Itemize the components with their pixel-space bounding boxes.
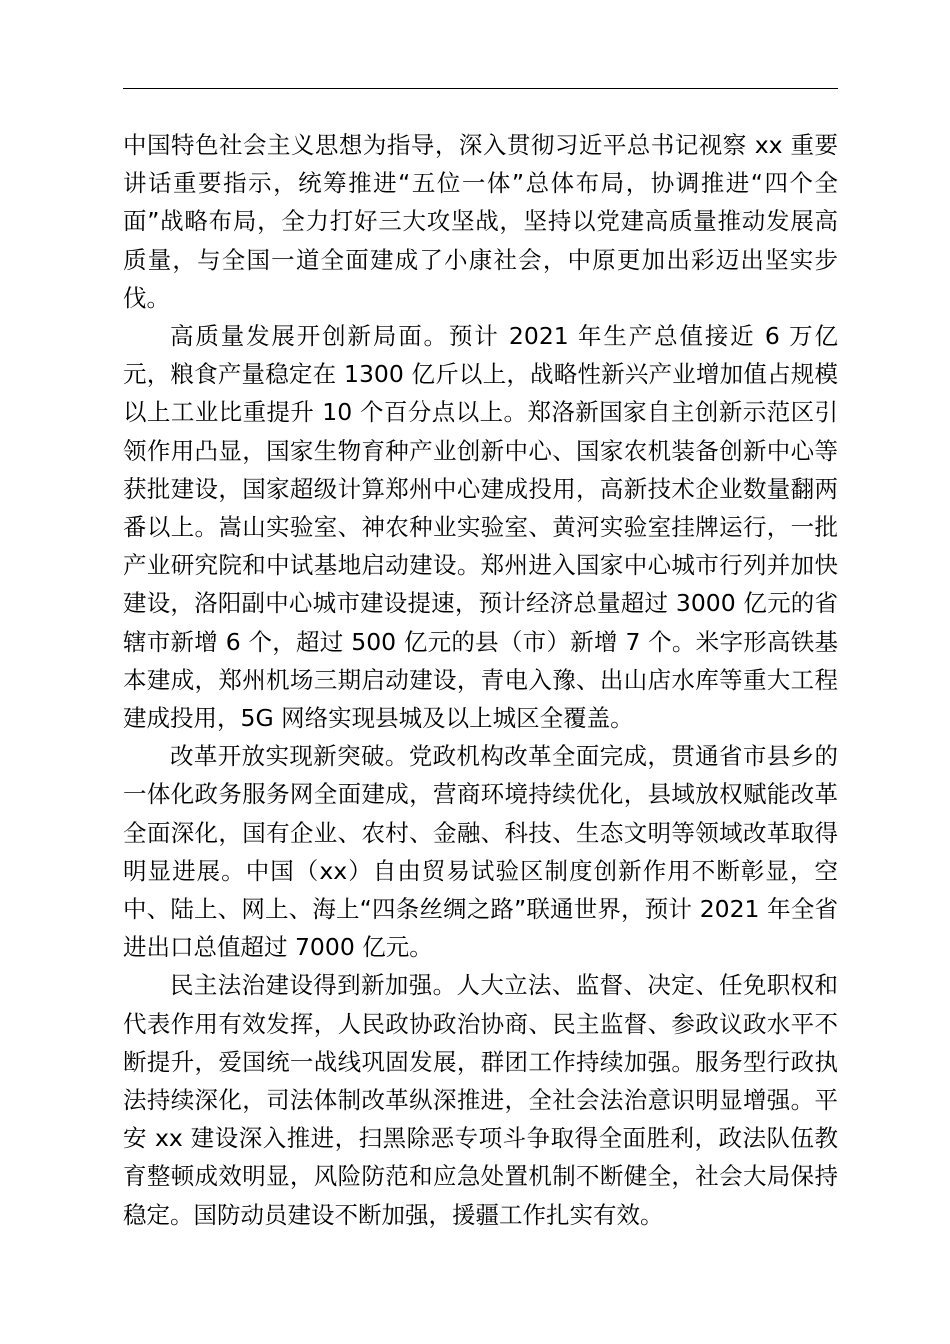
header-rule bbox=[123, 88, 838, 89]
paragraph-intro-continuation: 中国特色社会主义思想为指导，深入贯彻习近平总书记视察 xx 重要讲话重要指示，统筹推进“五位一体”总体布局，协调推进“四个全面”战略布局，全力打好三大攻坚战，坚持以党建高质量推动发展高质量，与全国一道全面建成了小康社会，中原更加出彩迈出坚实步伐。 bbox=[123, 131, 838, 312]
paragraph-high-quality-development: 高质量发展开创新局面。预计 2021 年生产总值接近 6 万亿元，粮食产量稳定在 1300 亿斤以上，战略性新兴产业增加值占规模以上工业比重提升 10 个百分点以上。郑洛新国家自主创新示范区引领作用凸显，国家生物育种产业创新中心、国家农机装备创新中心等获批建设，国家超级计算郑州中心建成投用，高新技术企业数量翻两番以上。嵩山实验室、神农种业实验室、黄河实验室挂牌运行，一批产业研究院和中试基地启动建设。郑州进入国家中心城市行列并加快建设，洛阳副中心城市建设提速，预计经济总量超过 3000 亿元的省辖市新增 6 个，超过 500 亿元的县（市）新增 7 个。米字形高铁基本建成，郑州机场三期启动建设，青电入豫、出山店水库等重大工程建成投用，5G 网络实现县城及以上城区全覆盖。 bbox=[123, 322, 838, 733]
paragraph-reform-opening: 改革开放实现新突破。党政机构改革全面完成，贯通省市县乡的一体化政务服务网全面建成，营商环境持续优化，县域放权赋能改革全面深化，国有企业、农村、金融、科技、生态文明等领域改革取得明显进展。中国（xx）自由贸易试验区制度创新作用不断彰显，空中、陆上、网上、海上“四条丝绸之路”联通世界，预计 2021 年全省进出口总值超过 7000 亿元。 bbox=[123, 742, 838, 962]
paragraph-democracy-rule-of-law: 民主法治建设得到新加强。人大立法、监督、决定、任免职权和代表作用有效发挥，人民政协政治协商、民主监督、参政议政水平不断提升，爱国统一战线巩固发展，群团工作持续加强。服务型行政执法持续深化，司法体制改革纵深推进，全社会法治意识明显增强。平安 xx 建设深入推进，扫黑除恶专项斗争取得全面胜利，政法队伍教育整顿成效明显，风险防范和应急处置机制不断健全，社会大局保持稳定。国防动员建设不断加强，援疆工作扎实有效。 bbox=[123, 971, 838, 1229]
document-body bbox=[123, 126, 838, 1234]
